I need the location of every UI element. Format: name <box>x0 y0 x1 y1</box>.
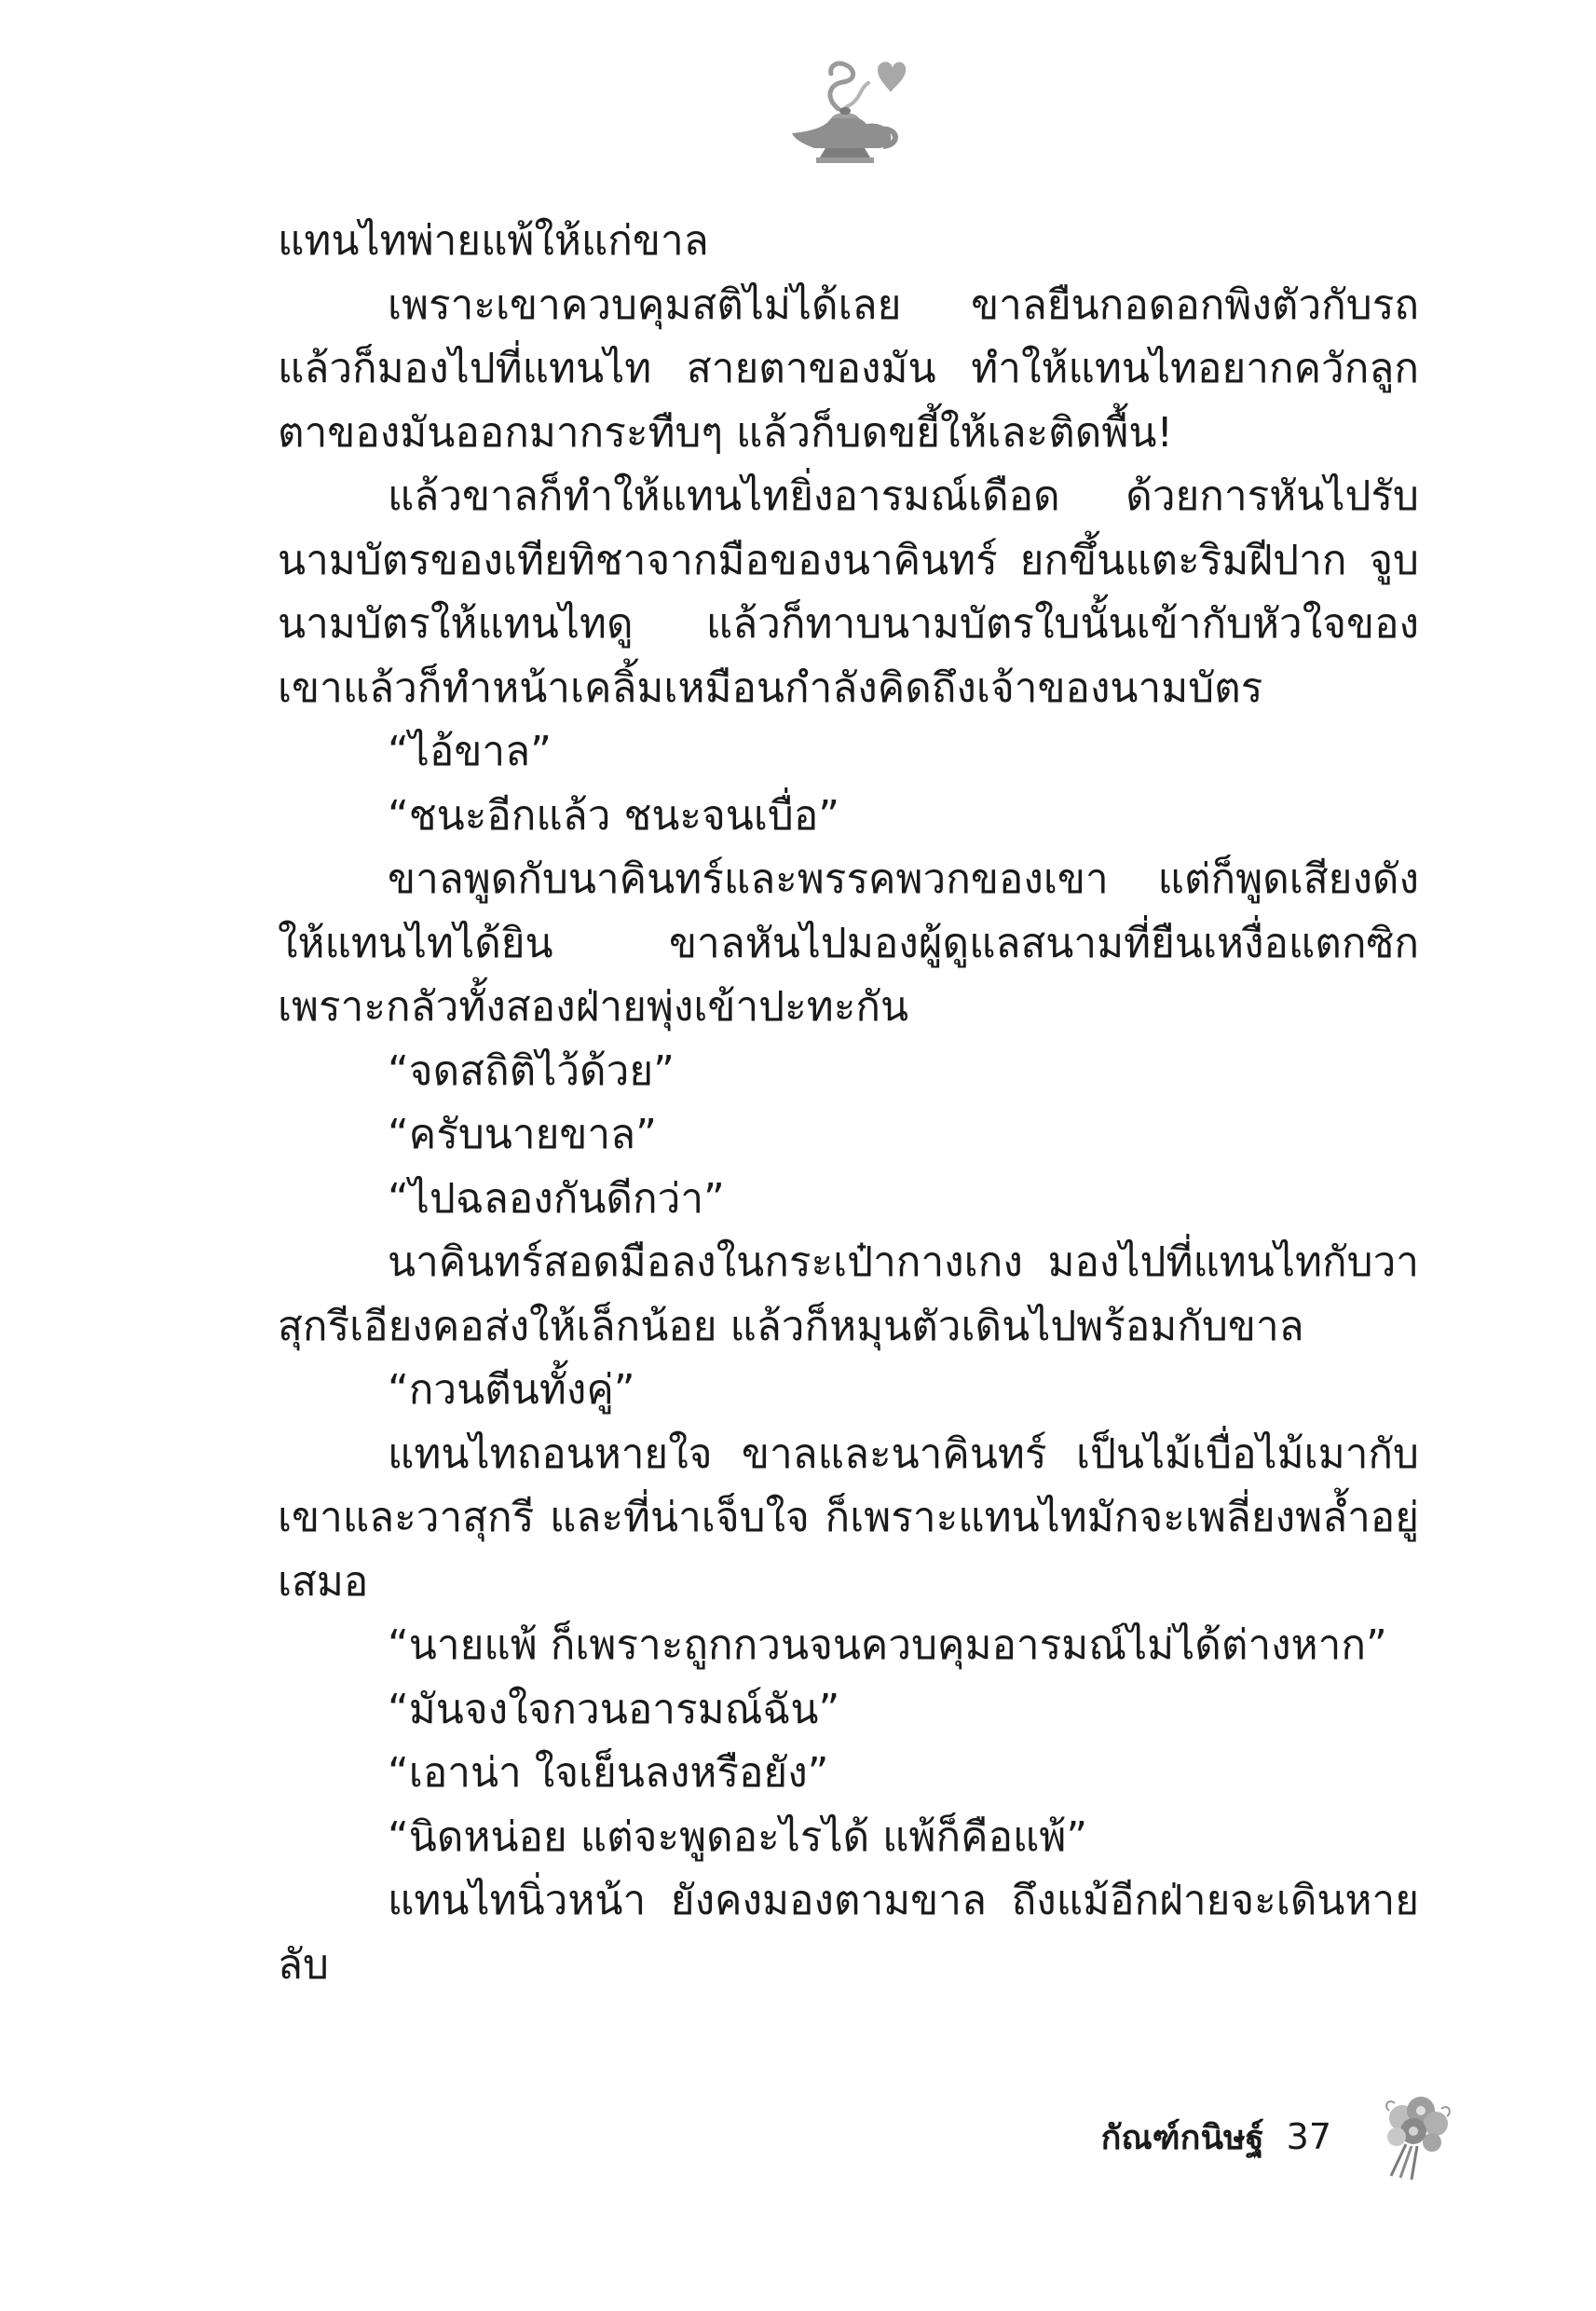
paragraph: เพราะเขาควบคุมสติไม่ได้เลย ขาลยืนกอดอกพิงตัวกับรถ แล้วก็มองไปที่แทนไท สายตาของมัน ทำให้แทนไทอยากควักลูกตาของมันออกมากระทืบๆ แล้วก็บดขยี้ให้เละติดพื้น! <box>278 280 1419 457</box>
paragraph: แทนไทนิ่วหน้า ยังคงมองตามขาล ถึงแม้อีกฝ่ายจะเดินหายลับ <box>278 1877 1419 1989</box>
paragraph: แทนไทถอนหายใจ ขาลและนาคินทร์ เป็นไม้เบื่อไม้เมากับเขาและวาสุกรี และที่น่าเจ็บใจ ก็เพราะแทนไทมักจะเพลี่ยงพล้ำอยู่เสมอ <box>278 1429 1419 1606</box>
dialogue-line: “ครับนายขาล” <box>388 1111 657 1158</box>
dialogue-line: “จดสถิติไว้ด้วย” <box>388 1046 675 1095</box>
dialogue-line: “ไอ้ขาล” <box>388 728 552 775</box>
page-number: 37 <box>1286 2116 1331 2157</box>
dialogue-line: “นิดหน่อย แต่จะพูดอะไรได้ แพ้ก็คือแพ้” <box>388 1812 1088 1861</box>
book-title: กัณฑ์กนิษฐ์ <box>1100 2118 1264 2157</box>
body-text <box>278 210 1419 1997</box>
flower-bouquet-icon <box>1378 2090 1456 2183</box>
dialogue-line: “เอาน่า ใจเย็นลงหรือยัง” <box>388 1749 829 1797</box>
paragraph: แทนไทพ่ายแพ้ให้แก่ขาล <box>278 217 709 265</box>
paragraph: ขาลพูดกับนาคินทร์และพรรคพวกของเขา แต่ก็พูดเสียงดังให้แทนไทได้ยิน ขาลหันไปมองผู้ดูแลสนามที่ยืนเหงื่อแตกซิก เพราะกลัวทั้งสองฝ่ายพุ่งเข้าปะทะกัน <box>278 855 1419 1031</box>
dialogue-line: “ชนะอีกแล้ว ชนะจนเบื่อ” <box>388 791 840 840</box>
dialogue-line: “ไปฉลองกันดีกว่า” <box>388 1174 725 1223</box>
paragraph: แล้วขาลก็ทำให้แทนไทยิ่งอารมณ์เดือด ด้วยการหันไปรับนามบัตรของเทียทิชาจากมือของนาคินทร์ ยกขึ้นแตะริมฝีปาก จูบนามบัตรให้แทนไทดู แล้วก็ทาบนามบัตรใบนั้นเข้ากับหัวใจของเขาแล้วก็ทำหน้าเคลิ้มเหมือนกำลังคิดถึงเจ้าของนามบัตร <box>278 472 1419 712</box>
dialogue-line: “กวนตีนทั้งคู่” <box>388 1366 635 1414</box>
dialogue-line: “นายแพ้ ก็เพราะถูกกวนจนควบคุมอารมณ์ไม่ได้ต่างหาก” <box>388 1621 1387 1669</box>
dialogue-line: “มันจงใจกวนอารมณ์ฉัน” <box>388 1685 840 1733</box>
genie-lamp-icon <box>773 51 913 172</box>
page-footer <box>1101 2085 1456 2188</box>
paragraph: นาคินทร์สอดมือลงในกระเป๋ากางเกง มองไปที่แทนไทกับวาสุกรีเอียงคอส่งให้เล็กน้อย แล้วก็หมุนตัวเดินไปพร้อมกับขาล <box>278 1238 1419 1350</box>
